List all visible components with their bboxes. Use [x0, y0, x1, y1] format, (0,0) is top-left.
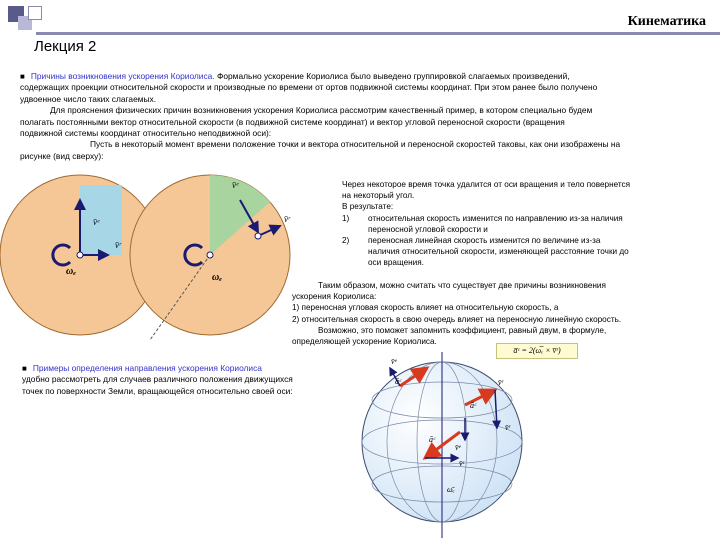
section1-line8: рисунке (вид сверху): [20, 150, 104, 161]
section1-line4: Для прояснения физических причин возникновения ускорения Кориолиса рассмотрим качественный пример, в котором специально будем [50, 105, 593, 116]
item1-b: переносной угловой скорости и [368, 224, 488, 234]
item1-a: относительная скорость изменится по направлению из-за наличия [368, 213, 623, 223]
lecture-title: Лекция 2 [34, 38, 97, 55]
result-line1: Через некоторое время точка удалится от оси вращения и тело повернется [342, 180, 631, 189]
bullet-icon: ■ [20, 72, 25, 81]
item2-num: 2) [342, 236, 350, 246]
section1-line2: содержащих проекции относительной скорости и производные по времени от ортов подвижной системы координат. При этом ранее было получено [20, 82, 598, 93]
header-title: Кинематика [627, 14, 706, 29]
section1-line5: полагать постоянными вектор относительной скорости (в подвижной системе координат) и вектор угловой переносной скорости (вращения [20, 116, 565, 127]
conclusion-line6: определяющей ускорение Кориолиса. [292, 337, 437, 347]
section1-line7: Пусть в некоторый момент времени положение точки и вектора относительной и переносной скоростей таковы, как они изображены на [90, 139, 621, 150]
section1-heading: Причины возникновения ускорения Кориолиса. [30, 71, 215, 81]
section2-line1: удобно рассмотреть для случаев различного положения движущихся [22, 374, 293, 385]
sphere-ac-label-3: āᶜ [429, 435, 436, 444]
section2-text [22, 363, 362, 397]
conclusion-line2: ускорения Кориолиса: [292, 292, 377, 302]
result-text [342, 179, 717, 269]
sphere-ve-label-2: v̄ᵉ [455, 443, 461, 452]
section2-line2: точек по поверхности Земли, вращающейся относительно своей оси: [22, 385, 293, 396]
item2-a: переносная линейная скорость изменится по величине из-за [368, 236, 601, 246]
sphere-vr-label-2: v̄ʳ [505, 423, 511, 432]
right-vr-label: v̄ʳ [284, 214, 290, 224]
rotation-diagram [0, 170, 335, 350]
section2-heading: Примеры определения направления ускорения Кориолиса [32, 363, 262, 373]
sphere-vr-label-1: v̄ʳ [498, 378, 504, 387]
section1-line6: подвижной системы координат относительно неподвижной оси): [20, 128, 272, 139]
coriolis-formula: a̅ᶜ = 2(ω̅ₑ × v̅ʳ) [496, 343, 578, 359]
right-omega-label: ωₑ [212, 272, 222, 283]
left-vr-label: v̄ʳ [115, 240, 121, 250]
earth-sphere-diagram [355, 350, 530, 540]
conclusion-line3: 1) переносная угловая скорость влияет на относительную скорость, а [292, 303, 559, 313]
item1-num: 1) [342, 213, 350, 223]
section1-line3: удвоенное число таких слагаемых. [20, 93, 157, 104]
sphere-ac-label-2: āᶜ [470, 401, 477, 410]
sphere-ac-label-1: āᶜ [395, 377, 402, 386]
conclusion-line5: Возможно, это поможет запомнить коэффициент, равный двум, в формуле, [318, 325, 607, 335]
conclusion-text [292, 280, 718, 347]
conclusion-line1: Таким образом, можно считать что существует две причины возникновения [318, 281, 606, 290]
result-line3: В результате: [342, 202, 394, 212]
sphere-ve-label: v̄ᵉ [391, 357, 397, 366]
left-omega-label: ωₑ [66, 266, 76, 277]
conclusion-line4: 2) относительная скорость в свою очередь влияет на переносную линейную скорость. [292, 314, 622, 324]
item2-c: оси вращения. [368, 258, 424, 268]
result-line2: на некоторый угол. [342, 191, 415, 201]
sphere-vr-label-3: v̄ʳ [459, 459, 465, 468]
decor-square-outline [28, 6, 42, 20]
left-ve-label: v̄ᵉ [93, 217, 100, 227]
section1-text [20, 71, 718, 162]
header-rule [36, 32, 720, 35]
item2-b: наличия относительной скорости, изменяющей расстояние точки до [368, 247, 629, 257]
section1-line1: Формально ускорение Кориолиса было выведено группировкой слагаемых произведений, [217, 71, 570, 81]
right-ve-label: v̄ᵉ [232, 180, 239, 190]
bullet-icon: ■ [22, 364, 27, 373]
sphere-omega-label: ω̄ₑ [447, 485, 455, 494]
